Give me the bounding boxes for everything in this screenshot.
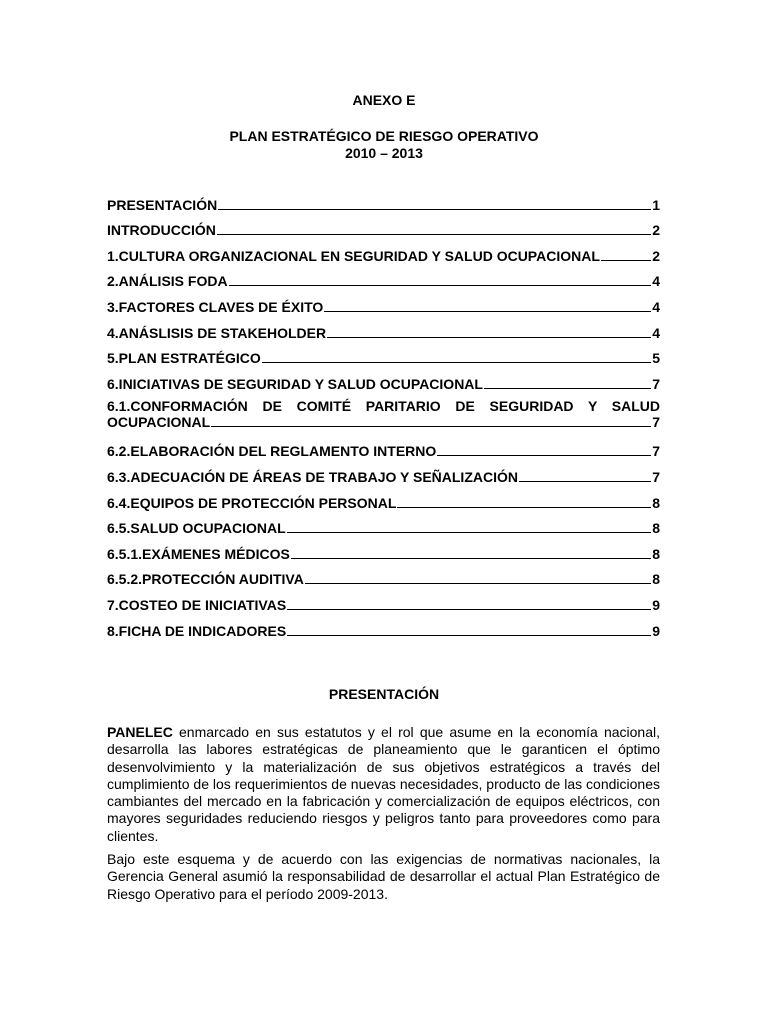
toc-entry — [107, 459, 660, 485]
toc-entry-label: 7.COSTEO DE INICIATIVAS — [107, 596, 287, 613]
paragraph-text: enmarcado en sus estatutos y el rol que asume en la economía nacional, desarrolla las labores estratégicas de planeamiento que le garanticen el óptimo desenvolvimiento y la materialización de sus objetivos estratégicos a través del cumplimiento de los requerimientos de nuevas necesidades, producto de las condiciones cambiantes del mercado en la fabricación y comercialización de equipos eléctricos, con mayores seguridades reduciendo riesgos y peligros tanto para proveedores como para clientes. — [107, 724, 660, 844]
toc-entry-label: 5.PLAN ESTRATÉGICO — [107, 350, 261, 367]
toc-leader — [229, 285, 652, 286]
toc-entry — [107, 562, 660, 588]
toc-entry — [107, 511, 660, 537]
toc-leader — [437, 455, 651, 456]
presentation-heading: PRESENTACIÓN — [328, 686, 440, 702]
toc-entry-label: 6.2.ELABORACIÓN DEL REGLAMENTO INTERNO — [107, 443, 437, 460]
toc-entry-label: PRESENTACIÓN — [107, 196, 218, 213]
toc-entry-label: 3.FACTORES CLAVES DE ÉXITO — [107, 298, 324, 315]
toc-entry-page: 9 — [652, 596, 660, 613]
toc-entry-page: 4 — [652, 324, 660, 341]
toc-entry-page: 7 — [652, 413, 660, 430]
toc-entry — [107, 434, 660, 460]
toc-entry-page: 7 — [652, 375, 660, 392]
toc-entry-label: INTRODUCCIÓN — [107, 222, 216, 239]
toc-entry — [107, 264, 660, 290]
toc-entry-page: 1 — [652, 196, 660, 213]
toc-entry — [107, 485, 660, 511]
toc-entry-label: 6.5.2.PROTECCIÓN AUDITIVA — [107, 571, 304, 588]
plan-title: PLAN ESTRATÉGICO DE RIESGO OPERATIVO — [229, 128, 539, 144]
toc-entry — [107, 366, 660, 392]
toc-entry-page: 4 — [652, 273, 660, 290]
toc-entry-page: 8 — [652, 571, 660, 588]
toc-leader — [211, 426, 651, 427]
annex-title: ANEXO E — [352, 92, 416, 108]
toc-leader — [397, 507, 651, 508]
toc-entry-page: 7 — [652, 468, 660, 485]
toc-entry — [107, 536, 660, 562]
toc-entry — [107, 613, 660, 639]
plan-years: 2010 – 2013 — [345, 145, 423, 161]
toc-leader — [327, 337, 651, 338]
toc-entry-page: 9 — [652, 622, 660, 639]
toc-entry-label: 1.CULTURA ORGANIZACIONAL EN SEGURIDAD Y SALUD OCUPACIONAL — [107, 247, 600, 264]
toc-entry-label: 6.5.SALUD OCUPACIONAL — [107, 520, 286, 537]
toc-entry-label: 4.ANÁSLISIS DE STAKEHOLDER — [107, 324, 327, 341]
presentation-paragraph-2: Bajo este esquema y de acuerdo con las exigencias de normativas nacionales, la Gerencia General asumió la responsabilidad de desarrollar el actual Plan Estratégico de Riesgo Operativo para el período 2009-2013. — [107, 851, 660, 902]
toc-entry — [107, 289, 660, 315]
toc-leader — [217, 234, 651, 235]
toc-entry-continuation — [107, 414, 660, 430]
toc-leader — [291, 558, 651, 559]
toc-leader — [519, 481, 651, 482]
toc-leader — [218, 209, 651, 210]
toc-leader — [324, 311, 651, 312]
toc-leader — [287, 532, 652, 533]
toc-entry-page: 5 — [652, 350, 660, 367]
toc-entry-page: 8 — [652, 494, 660, 511]
toc-entry-page: 8 — [652, 545, 660, 562]
toc-entry-page: 2 — [652, 247, 660, 264]
toc-entry-page: 8 — [652, 520, 660, 537]
toc-entry-label: 6.5.1.EXÁMENES MÉDICOS — [107, 545, 290, 562]
toc-entry-label: 6.3.ADECUACIÓN DE ÁREAS DE TRABAJO Y SEÑALIZACIÓN — [107, 468, 518, 485]
toc-entry — [107, 187, 660, 213]
toc-entry — [107, 213, 660, 239]
table-of-contents — [107, 187, 660, 639]
toc-entry — [107, 238, 660, 264]
toc-entry-page: 4 — [652, 298, 660, 315]
toc-entry-label: 2.ANÁLISIS FODA — [107, 273, 228, 290]
toc-entry-page: 2 — [652, 222, 660, 239]
toc-entry — [107, 587, 660, 613]
toc-leader — [287, 609, 651, 610]
presentation-paragraph-1 — [107, 724, 660, 845]
toc-entry-label: 6.INICIATIVAS DE SEGURIDAD Y SALUD OCUPACIONAL — [107, 375, 483, 392]
toc-entry — [107, 315, 660, 341]
toc-entry-label: 6.1.CONFORMACIÓN DE COMITÉ PARITARIO DE SEGURIDAD Y SALUD — [107, 397, 660, 414]
company-name: PANELEC — [107, 724, 173, 740]
toc-leader — [601, 260, 651, 261]
toc-entry-label: 8.FICHA DE INDICADORES — [107, 622, 287, 639]
toc-entry-label-cont: OCUPACIONAL — [107, 413, 211, 430]
toc-entry-page: 7 — [652, 443, 660, 460]
toc-entry — [107, 392, 660, 434]
toc-leader — [484, 388, 651, 389]
toc-entry — [107, 341, 660, 367]
toc-entry-label: 6.4.EQUIPOS DE PROTECCIÓN PERSONAL — [107, 494, 397, 511]
toc-leader — [262, 362, 651, 363]
toc-leader — [305, 583, 651, 584]
toc-leader — [287, 635, 651, 636]
